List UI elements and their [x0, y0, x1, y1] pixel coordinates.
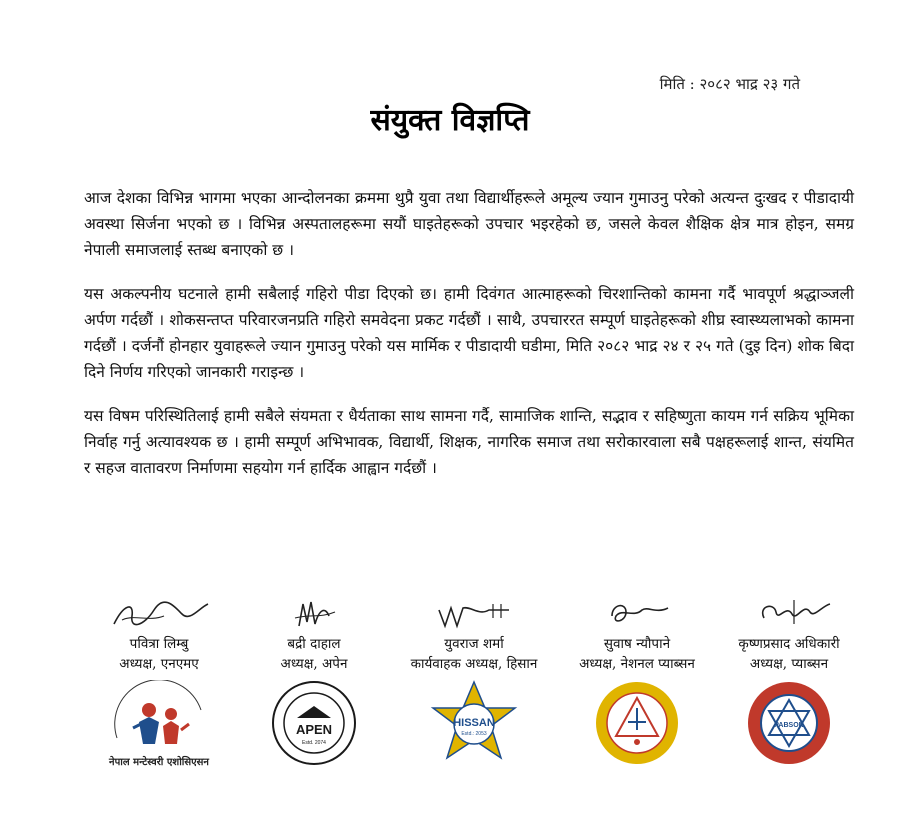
signature-scrawl	[259, 596, 369, 634]
signatories	[74, 596, 874, 786]
nma-logo	[111, 680, 207, 752]
paragraph-1: आज देशका विभिन्न भागमा भएका आन्दोलनका क्रममा थुप्रै युवा तथा विद्यार्थीहरूले अमूल्य ज्यान गुमाउनु परेको अत्यन्त दुःखद र पीडादायी अवस्था सिर्जना भएको छ । विभिन्न अस्पतालहरूमा सयौं घाइतेहरूको उपचार भइरहेको छ, जसले केवल शैक्षिक क्षेत्र मात्र होइन, समग्र नेपाली समाजलाई स्तब्ध बनाएको छ ।	[84, 189, 854, 259]
hissan-logo-estd: Estd.: 2053	[461, 731, 487, 737]
signature-scrawl	[104, 596, 214, 634]
signatory-role: अध्यक्ष, नेशनल प्याब्सन	[579, 656, 695, 672]
signatory-role: अध्यक्ष, एनएमए	[119, 656, 199, 672]
signatory-hissan	[389, 596, 559, 766]
signature-scrawl	[582, 596, 692, 634]
paragraph-3: यस विषम परिस्थितिलाई हामी सबैले संयमता र धैर्यताका साथ सामना गर्दै, सामाजिक शान्ति, सद्भाव र सहिष्णुता कायम गर्न सक्रिय भूमिका निर्वाह गर्नु अत्यावश्यक छ । हामी सम्पूर्ण अभिभावक, विद्यार्थी, शिक्षक, नागरिक समाज तथा सरोकारवाला सबै पक्षहरूलाई शान्त, संयमित र सहज वातावरण निर्माणमा सहयोग गर्न हार्दिक आह्वान गर्दछौं ।	[84, 407, 854, 477]
signatory-pabson	[704, 596, 874, 766]
signatory-name: सुवाष न्यौपाने	[603, 636, 671, 652]
pabson-logo-text: PABSON	[774, 722, 804, 729]
signatory-role: कार्यवाहक अध्यक्ष, हिसान	[410, 656, 538, 672]
apen-logo	[271, 680, 357, 766]
notice-body	[84, 185, 854, 499]
signature-scrawl	[734, 596, 844, 634]
signature-scrawl	[419, 596, 529, 634]
signatory-name: कृष्णप्रसाद अधिकारी	[738, 636, 840, 652]
apen-logo-text: APEN	[295, 722, 333, 737]
signatory-name: पवित्रा लिम्बु	[129, 636, 189, 652]
apen-logo-estd: Estd. 2074	[302, 740, 326, 746]
signatory-nma	[74, 596, 244, 768]
pabson-logo	[746, 680, 832, 766]
hissan-logo	[429, 680, 519, 766]
national-pabson-logo	[594, 680, 680, 766]
page-title: संयुक्त विज्ञप्ति	[370, 103, 530, 138]
signatory-apen	[229, 596, 399, 766]
nma-logo-caption: नेपाल मन्टेस्वरी एशोसिएसन	[109, 757, 209, 768]
signatory-name: बद्री दाहाल	[287, 636, 341, 652]
hissan-logo-text: HISSAN	[453, 717, 495, 729]
signatory-role: अध्यक्ष, प्याब्सन	[749, 656, 829, 672]
date-line: मिति : २०८२ भाद्र २३ गते	[659, 75, 800, 93]
paragraph-2: यस अकल्पनीय घटनाले हामी सबैलाई गहिरो पीडा दिएको छ। हामी दिवंगत आत्माहरूको चिरशान्तिको कामना गर्दै भावपूर्ण श्रद्धाञ्जली अर्पण गर्दछौं । शोकसन्तप्त परिवारजनप्रति गहिरो समवेदना प्रकट गर्दछौं । साथै, उपचाररत सम्पूर्ण घाइतेहरूको शीघ्र स्वास्थ्यलाभको कामना गर्दछौं । दर्जनौं होनहार युवाहरूले ज्यान गुमाउनु परेको यस मार्मिक र पीडादायी घडीमा, मिति २०८२ भाद्र २४ र २५ गते (दुइ दिन) शोक बिदा दिने निर्णय गरिएको जानकारी गराइन्छ ।	[84, 285, 854, 381]
signatory-national-pabson	[552, 596, 722, 766]
signatory-role: अध्यक्ष, अपेन	[280, 656, 348, 672]
signatory-name: युवराज शर्मा	[444, 636, 504, 652]
